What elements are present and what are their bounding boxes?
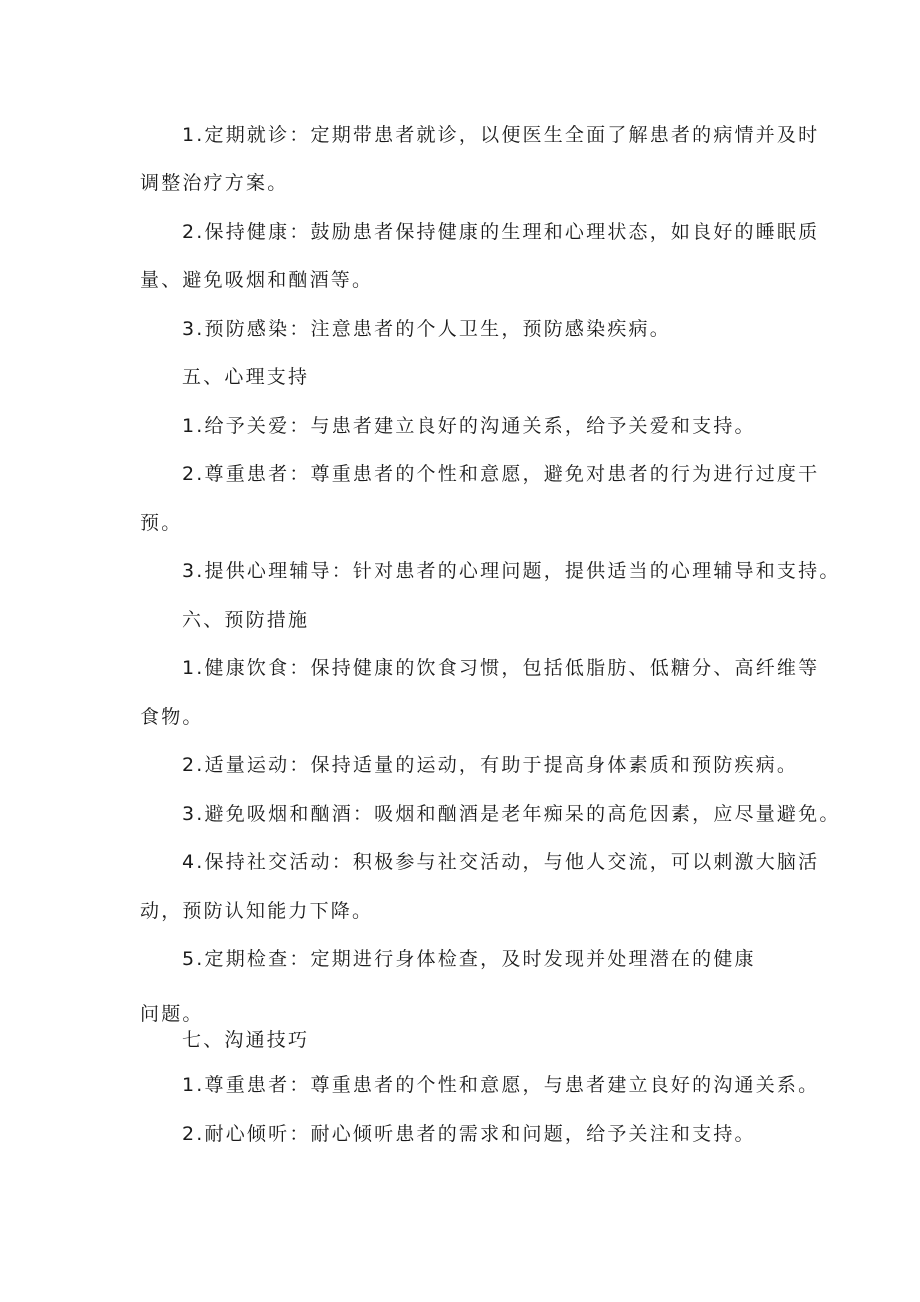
paragraph-line: 食物。 [140,706,204,728]
paragraph-line: 2.保持健康：鼓励患者保持健康的生理和心理状态，如良好的睡眠质 [182,221,820,243]
paragraph-line: 1.给予关爱：与患者建立良好的沟通关系，给予关爱和支持。 [182,415,756,437]
section-heading: 六、预防措施 [182,609,310,631]
paragraph-line: 调整治疗方案。 [140,172,289,194]
paragraph-line: 问题。 [140,1003,204,1025]
paragraph-line: 1.健康饮食：保持健康的饮食习惯，包括低脂肪、低糖分、高纤维等 [182,657,820,679]
paragraph-line: 5.定期检查：定期进行身体检查，及时发现并处理潜在的健康 [182,948,756,970]
paragraph-line: 3.预防感染：注意患者的个人卫生，预防感染疾病。 [182,318,671,340]
paragraph-line: 4.保持社交活动：积极参与社交活动，与他人交流，可以刺激大脑活 [182,851,820,873]
paragraph-line: 3.避免吸烟和酗酒：吸烟和酗酒是老年痴呆的高危因素，应尽量避免。 [182,803,841,825]
paragraph-line: 3.提供心理辅导：针对患者的心理问题，提供适当的心理辅导和支持。 [182,560,841,582]
section-heading: 七、沟通技巧 [182,1029,310,1051]
paragraph-line: 2.尊重患者：尊重患者的个性和意愿，避免对患者的行为进行过度干 [182,463,820,485]
paragraph-line: 1.定期就诊：定期带患者就诊，以便医生全面了解患者的病情并及时 [182,124,820,146]
paragraph-line: 动，预防认知能力下降。 [140,900,374,922]
section-heading: 五、心理支持 [182,366,310,388]
paragraph-line: 量、避免吸烟和酗酒等。 [140,269,374,291]
paragraph-line: 1.尊重患者：尊重患者的个性和意愿，与患者建立良好的沟通关系。 [182,1074,820,1096]
paragraph-line: 2.适量运动：保持适量的运动，有助于提高身体素质和预防疾病。 [182,754,799,776]
paragraph-line: 2.耐心倾听：耐心倾听患者的需求和问题，给予关注和支持。 [182,1123,756,1145]
paragraph-line: 预。 [140,512,183,534]
